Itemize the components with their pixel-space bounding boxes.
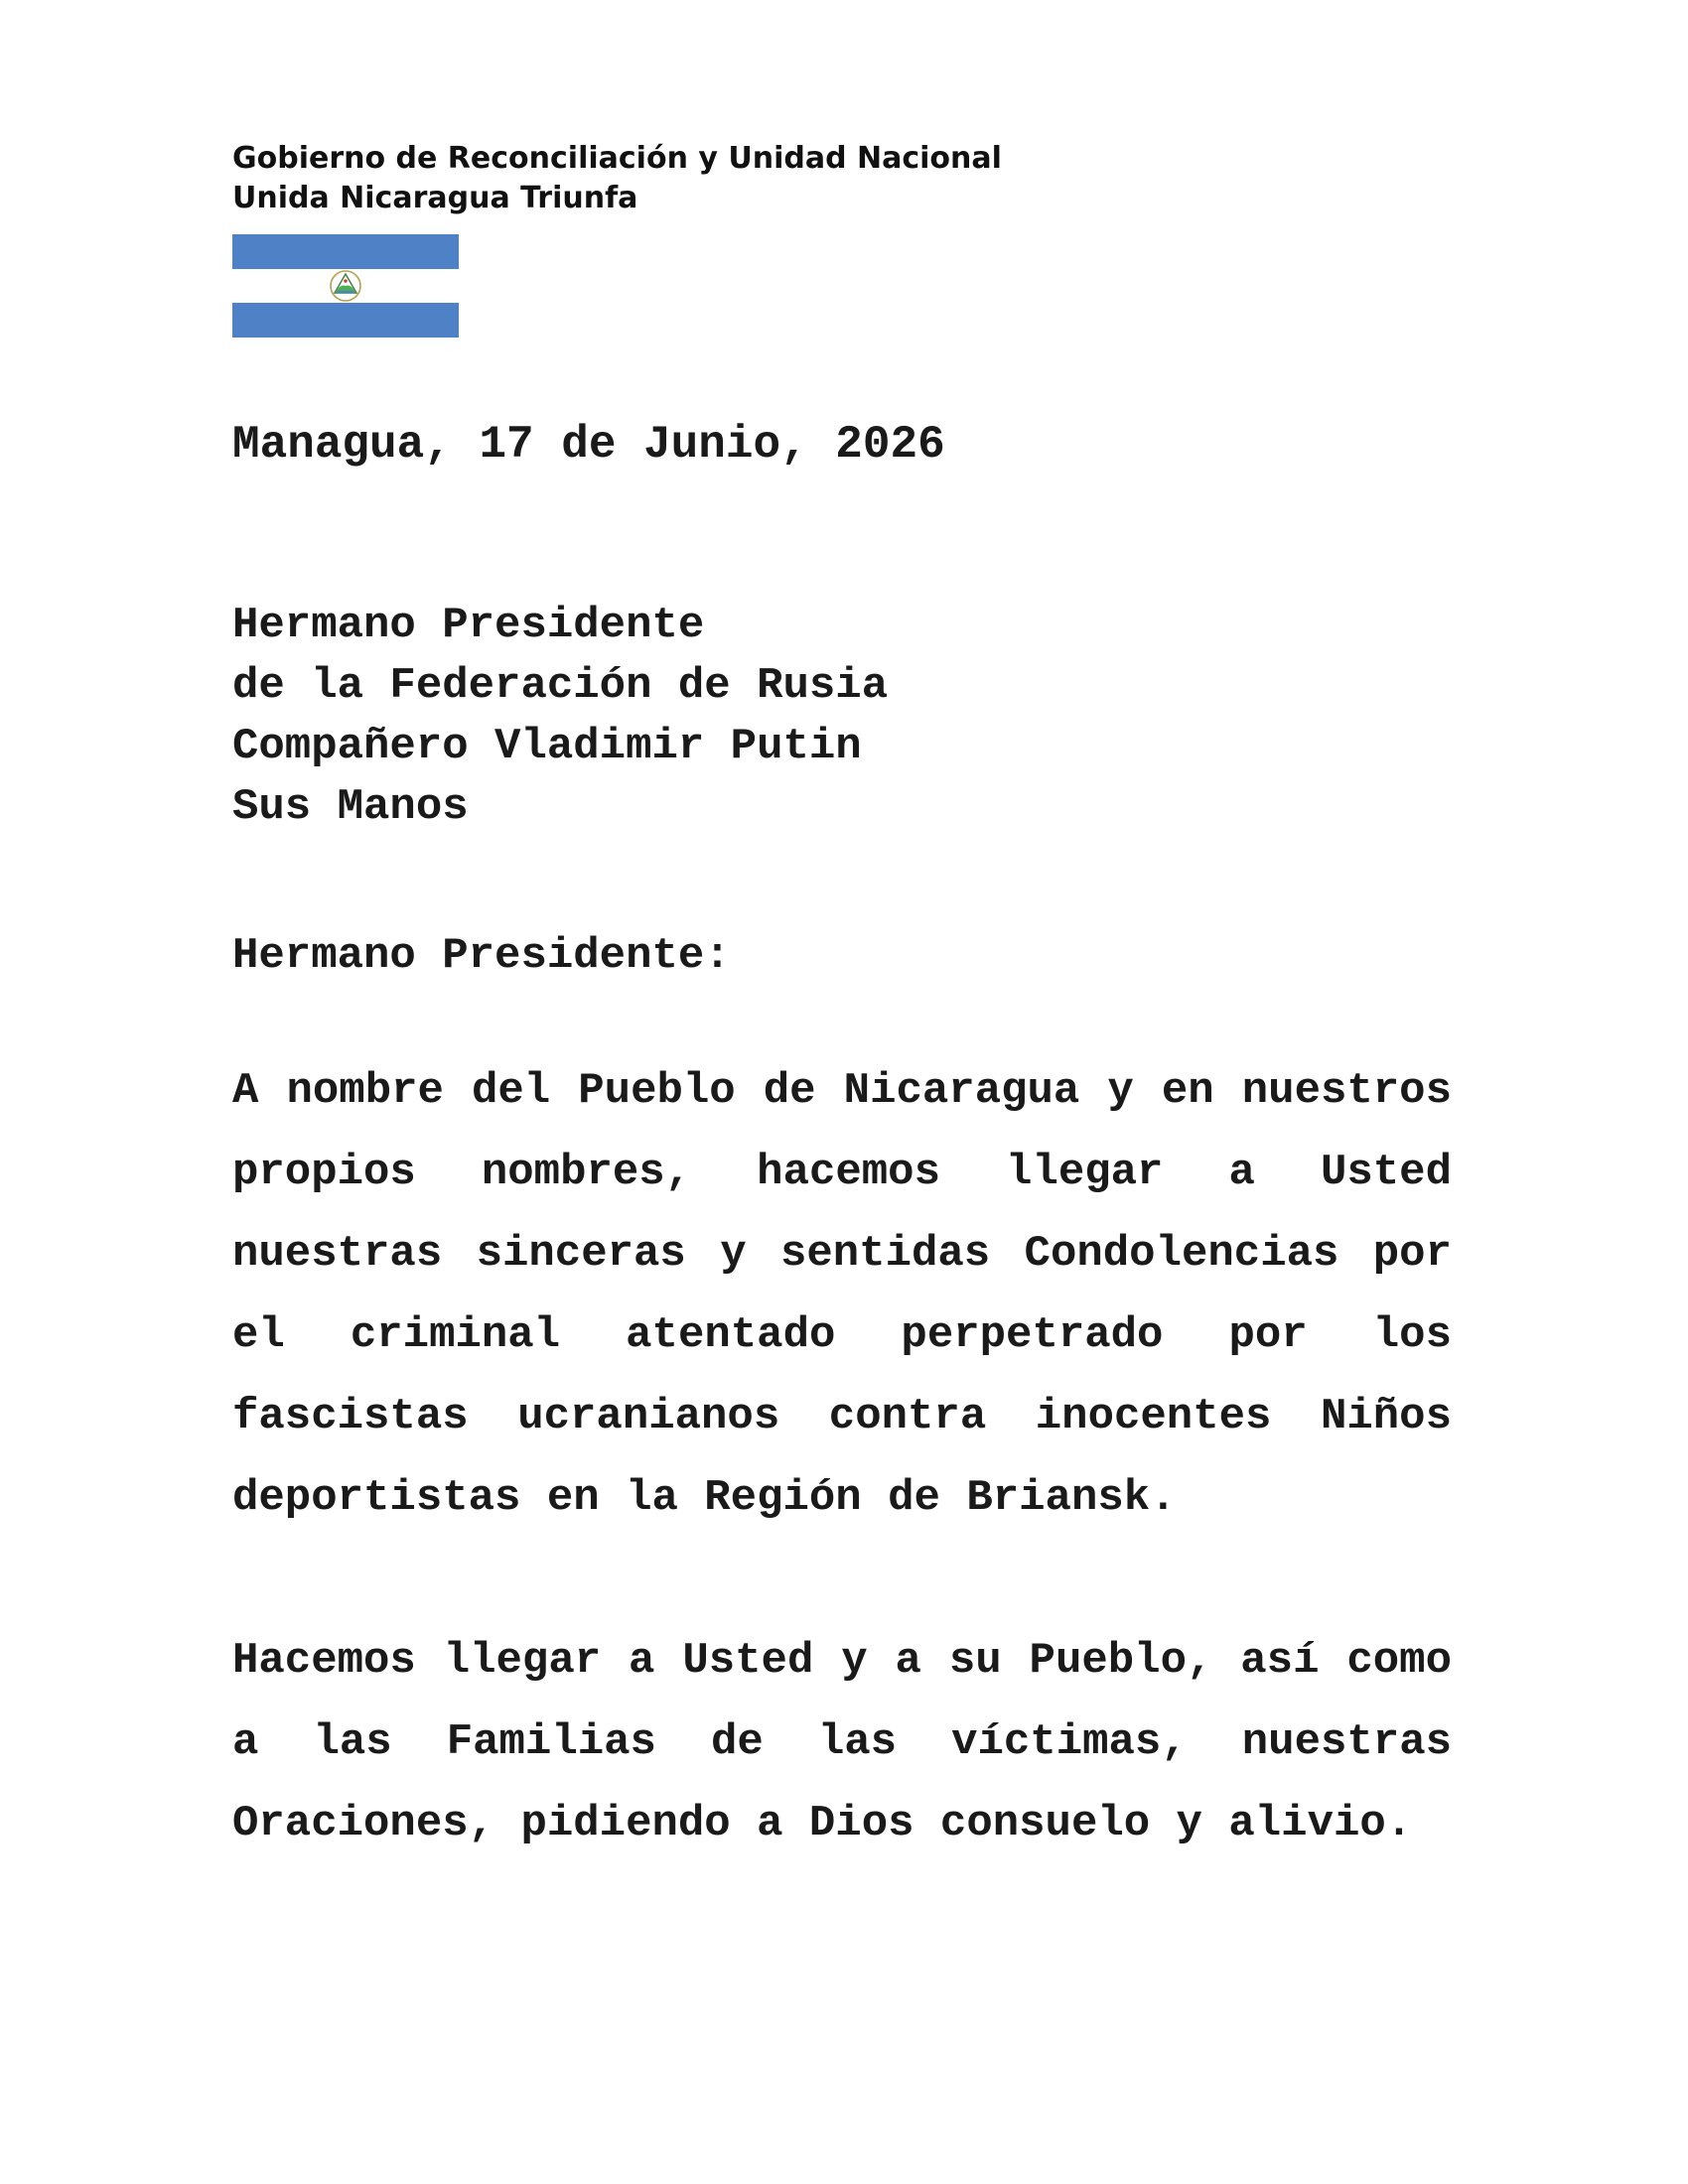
- salutation: Hermano Presidente:: [232, 931, 731, 981]
- letterhead-government-name: Gobierno de Reconciliación y Unidad Nacional: [232, 141, 1002, 176]
- coat-of-arms-icon: [323, 266, 368, 306]
- recipient-address: [232, 596, 888, 838]
- recipient-line-title: Hermano Presidente: [232, 601, 705, 650]
- recipient-line-name: Compañero Vladimir Putin: [232, 722, 862, 771]
- flag-top-band: [232, 234, 459, 269]
- body-paragraph-condolences: A nombre del Pueblo de Nicaragua y en nuestros propios nombres, hacemos llegar a Usted nuestras sinceras y sentidas Condolencias por el criminal atentado perpetrado por los fascistas ucranianos contra inocentes Niños deportistas en la Región de Briansk.: [232, 1066, 1452, 1523]
- flag-middle-band: [232, 269, 459, 304]
- recipient-line-country: de la Federación de Rusia: [232, 661, 889, 711]
- recipient-line-delivery: Sus Manos: [232, 782, 469, 832]
- letter-date: Managua, 17 de Junio, 2026: [232, 419, 945, 471]
- flag-bottom-band: [232, 303, 459, 338]
- body-paragraph-prayers: Hacemos llegar a Usted y a su Pueblo, así como a las Familias de las víctimas, nuestras Oraciones, pidiendo a Dios consuelo y alivio.: [232, 1636, 1452, 1848]
- letterhead: [232, 139, 1002, 218]
- letterhead-slogan: Unida Nicaragua Triunfa: [232, 181, 638, 215]
- nicaragua-flag-icon: [232, 234, 459, 338]
